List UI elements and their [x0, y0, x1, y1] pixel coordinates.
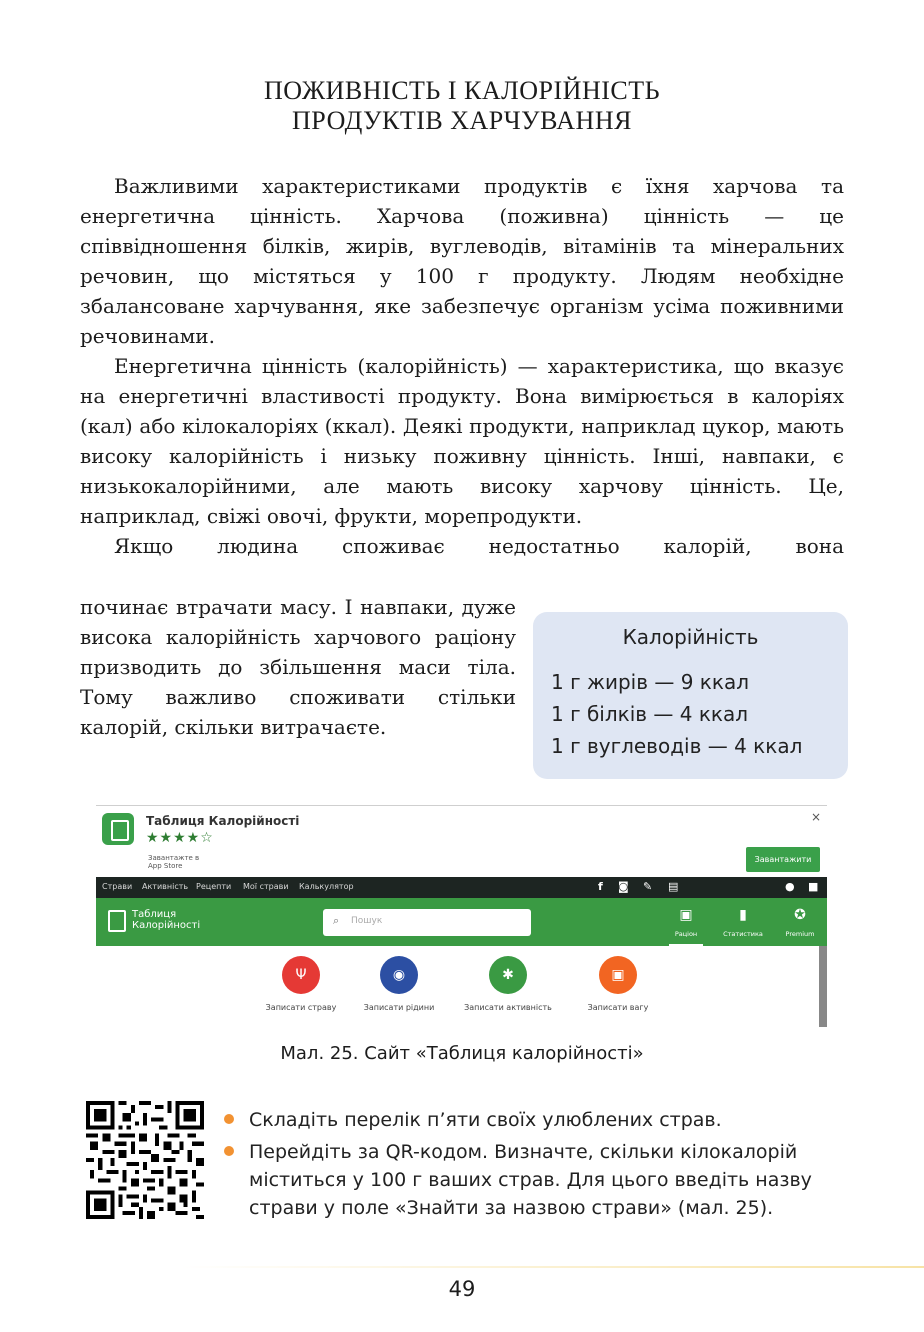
log-weight-button[interactable] [563, 956, 673, 1012]
scale-icon: ▣ [599, 956, 637, 994]
tab-premium[interactable] [775, 905, 825, 938]
logo-line-1: Таблиця [132, 909, 177, 920]
paragraph-1: Важливими характеристиками продуктів є їхня харчова та енергетична цінність. Харчова (поживна) цінність — це співвідношення білків, жирів, вуглеводів, вітамінів та мінеральних речовин, що містяться у 100 г продукту. Людям необхідне збалансоване харчування, яке забезпечує організм усіма поживними речовинами. [80, 174, 844, 348]
log-activity-button[interactable] [453, 956, 563, 1012]
website-screenshot [96, 805, 827, 1027]
infobox-line-proteins: 1 г білків — 4 ккал [551, 702, 749, 726]
nav-item-my-dishes[interactable]: Мої страви [243, 882, 289, 891]
task-list [222, 1106, 852, 1226]
infobox-line-carbs: 1 г вуглеводів — 4 ккал [551, 734, 803, 758]
store-label: App Store [148, 862, 183, 870]
tab-statistics[interactable] [718, 905, 768, 938]
user-icon[interactable]: ● [785, 880, 795, 893]
rating-stars: ★★★★☆ [146, 830, 214, 846]
log-dish-label: Записати страву [265, 1003, 337, 1012]
app-store-badge[interactable] [148, 854, 199, 870]
app-name: Таблиця Калорійності [146, 814, 300, 828]
log-weight-label: Записати вагу [587, 1003, 649, 1012]
instagram-icon[interactable]: ◙ [618, 880, 629, 893]
calorie-infobox [533, 612, 848, 779]
logo-line-2: Калорійності [132, 920, 201, 931]
task-item-1: Складіть перелік п’яти своїх улюблених страв. [222, 1106, 852, 1134]
log-activity-label: Записати активність [464, 1003, 552, 1012]
log-liquid-button[interactable] [344, 956, 454, 1012]
running-icon: ✱ [489, 956, 527, 994]
nav-item-activity[interactable]: Активність [142, 882, 189, 891]
nav-item-dishes[interactable]: Страви [102, 882, 133, 891]
nav-item-calculator[interactable]: Калькулятор [299, 882, 354, 891]
facebook-icon[interactable]: f [598, 880, 603, 893]
task-item-2: Перейдіть за QR-кодом. Визначте, скільки кілокалорій міститься у 100 г ваших страв. Для цього введіть назву страви у поле «Знайти за назвою страви» (мал. 25). [222, 1138, 852, 1222]
paragraph-3-continuation: починає втрачати масу. І навпаки, дуже висока калорійність харчового раціону призводить до збільшення маси тіла. Тому важливо споживати стільки калорій, скільки витрачаєте. [80, 595, 516, 739]
title-line-1: ПОЖИВНІСТЬ І КАЛОРІЙНІСТЬ [263, 76, 661, 105]
infobox-heading: Калорійність [622, 625, 759, 649]
nav-item-recipes[interactable]: Рецепти [196, 882, 232, 891]
top-nav [96, 877, 827, 898]
calendar-icon[interactable]: ▤ [668, 880, 679, 893]
tab-premium-label: Premium [785, 930, 815, 938]
paragraph-2: Енергетична цінність (калорійність) — характеристика, що вказує на енергетичні властивості продукту. Вона вимірюється в калоріях (кал) або кілокалоріях (ккал). Деякі продукти, наприклад цукор, мають високу калорійність і низьку поживну цінність. Інші, навпаки, є низькокалорійними, але мають високу харчову цінність. Це, наприклад, свіжі овочі, фрукти, морепродукти. [80, 354, 844, 528]
search-icon: ⌕ [333, 914, 340, 927]
search-placeholder: Пошук [351, 916, 383, 926]
body-text [80, 171, 844, 561]
search-input[interactable] [323, 909, 531, 936]
tab-ration-label: Раціон [674, 930, 698, 938]
title-line-2: ПРОДУКТІВ ХАРЧУВАННЯ [292, 106, 632, 135]
footer-divider [180, 1266, 924, 1268]
log-dish-button[interactable] [246, 956, 356, 1012]
calendar-icon: ▣ [679, 907, 693, 923]
figure-caption: Мал. 25. Сайт «Таблиця калорійності» [280, 1043, 644, 1064]
pencil-icon[interactable]: ✎ [643, 880, 653, 893]
star-badge-icon: ✪ [794, 907, 806, 923]
download-button[interactable]: Завантажити [746, 847, 820, 872]
paragraph-3-start: Якщо людина споживає недостатньо калорій, вона [114, 534, 844, 558]
tab-ration[interactable] [661, 905, 711, 938]
page-title [0, 76, 924, 136]
page-number: 49 [448, 1277, 476, 1301]
book-icon[interactable] [102, 813, 134, 845]
log-liquid-label: Записати рідини [363, 1003, 435, 1012]
site-header [96, 898, 827, 946]
cutlery-icon: Ψ [282, 956, 320, 994]
lock-icon[interactable]: ■ [808, 880, 819, 893]
close-icon[interactable]: × [810, 810, 821, 824]
site-logo[interactable] [132, 909, 200, 931]
infobox-line-fats: 1 г жирів — 9 ккал [551, 670, 749, 694]
scrollbar[interactable] [819, 946, 827, 1027]
qr-code-icon[interactable] [86, 1101, 204, 1219]
logo-icon [108, 910, 126, 932]
drop-icon: ◉ [380, 956, 418, 994]
tab-statistics-label: Статистика [723, 930, 763, 938]
bar-chart-icon: ▮ [739, 907, 747, 923]
store-label-small: Завантажте в [148, 854, 200, 862]
